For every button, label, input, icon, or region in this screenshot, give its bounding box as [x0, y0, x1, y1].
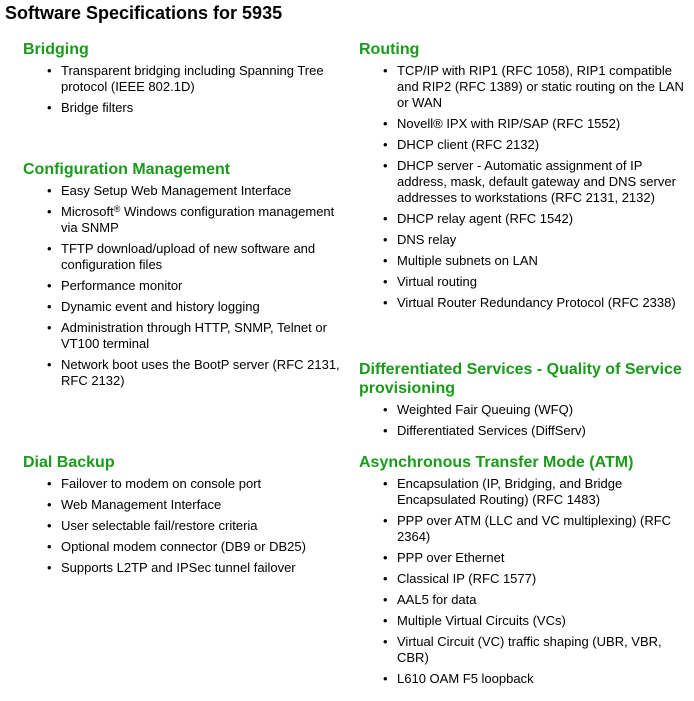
bullet-icon: • — [383, 634, 388, 649]
list-item: • Bridge filters — [47, 100, 134, 115]
bullet-icon: • — [47, 278, 52, 293]
bullet-icon: • — [383, 274, 388, 289]
list-item: • Performance monitor — [47, 278, 183, 293]
bullet-icon: • — [47, 357, 52, 372]
list-item: • TFTP download/upload of new software and configuration files — [47, 241, 316, 272]
bullet-icon: • — [47, 539, 52, 554]
bullet-icon: • — [47, 183, 52, 198]
bullet-icon: • — [383, 63, 388, 78]
bullet-icon: • — [383, 137, 388, 152]
bullet-icon: • — [383, 476, 388, 491]
bullet-icon: • — [47, 497, 52, 512]
routing-list — [359, 63, 689, 311]
list-item: • Novell® IPX with RIP/SAP (RFC 1552) — [383, 116, 621, 131]
bullet-icon: • — [47, 518, 52, 533]
configuration-heading: Configuration Management — [23, 161, 231, 178]
bullet-icon: • — [47, 320, 52, 335]
diffserv-list — [359, 402, 689, 439]
routing-section — [359, 40, 689, 311]
list-item: • DHCP client (RFC 2132) — [383, 137, 540, 152]
list-item: • Microsoft® Windows configuration management via SNMP — [47, 204, 335, 235]
list-item: • DHCP server - Automatic assignment of IP address, mask, default gateway and DNS server addresses to workstations (RFC 2131, 2132) — [383, 158, 676, 205]
list-item: • Dynamic event and history logging — [47, 299, 260, 314]
bullet-icon: • — [383, 116, 388, 131]
bullet-icon: • — [383, 253, 388, 268]
list-item: • L610 OAM F5 loopback — [383, 671, 534, 686]
list-item: • PPP over Ethernet — [383, 550, 505, 565]
atm-list — [359, 476, 689, 687]
list-item: • DHCP relay agent (RFC 1542) — [383, 211, 574, 226]
list-item: • Classical IP (RFC 1577) — [383, 571, 537, 586]
atm-heading: Asynchronous Transfer Mode (ATM) — [359, 454, 634, 471]
bullet-icon: • — [383, 232, 388, 247]
list-item: • Virtual routing — [383, 274, 477, 289]
list-item: • Virtual Circuit (VC) traffic shaping (UBR, VBR, CBR) — [383, 634, 662, 665]
list-item: • TCP/IP with RIP1 (RFC 1058), RIP1 compatible and RIP2 (RFC 1389) or static routing on the LAN or WAN — [383, 63, 684, 110]
bullet-icon: • — [383, 571, 388, 586]
bullet-icon: • — [47, 560, 52, 575]
bullet-icon: • — [47, 241, 52, 256]
bridging-section — [23, 40, 353, 116]
dial-backup-heading: Dial Backup — [23, 454, 115, 471]
registered-mark: ® — [113, 204, 121, 214]
configuration-section — [23, 160, 353, 389]
list-item: • AAL5 for data — [383, 592, 477, 607]
list-item: • User selectable fail/restore criteria — [47, 518, 258, 533]
list-item: • DNS relay — [383, 232, 457, 247]
bullet-icon: • — [383, 550, 388, 565]
dial-backup-section — [23, 453, 353, 576]
routing-heading: Routing — [359, 41, 420, 58]
bullet-icon: • — [383, 671, 388, 686]
bullet-icon: • — [383, 423, 388, 438]
list-item: • Optional modem connector (DB9 or DB25) — [47, 539, 306, 554]
bullet-icon: • — [383, 613, 388, 628]
atm-section — [359, 453, 689, 687]
bullet-icon: • — [383, 513, 388, 528]
diffserv-heading: Differentiated Services - Quality of Service provisioning — [359, 361, 682, 397]
list-item: • Differentiated Services (DiffServ) — [383, 423, 586, 438]
list-item: • Easy Setup Web Management Interface — [47, 183, 292, 198]
list-item: • Supports L2TP and IPSec tunnel failover — [47, 560, 296, 575]
bullet-icon: • — [47, 100, 52, 115]
page-title: Software Specifications for 5935 — [5, 3, 283, 23]
bridging-heading: Bridging — [23, 41, 89, 58]
bullet-icon: • — [383, 592, 388, 607]
list-item: • Weighted Fair Queuing (WFQ) — [383, 402, 574, 417]
bullet-icon: • — [47, 63, 52, 78]
bullet-icon: • — [383, 295, 388, 310]
list-item: • Administration through HTTP, SNMP, Telnet or VT100 terminal — [47, 320, 327, 351]
bridging-list — [23, 63, 353, 116]
configuration-list — [23, 183, 353, 389]
bullet-icon: • — [47, 299, 52, 314]
list-item: • Transparent bridging including Spanning Tree protocol (IEEE 802.1D) — [47, 63, 324, 94]
list-item: • PPP over ATM (LLC and VC multiplexing) (RFC 2364) — [383, 513, 672, 544]
list-item: • Failover to modem on console port — [47, 476, 262, 491]
list-item: • Web Management Interface — [47, 497, 222, 512]
dial-backup-list — [23, 476, 353, 576]
list-item: • Multiple subnets on LAN — [383, 253, 538, 268]
diffserv-section — [359, 360, 689, 439]
list-item: • Encapsulation (IP, Bridging, and Bridge Encapsulated Routing) (RFC 1483) — [383, 476, 623, 507]
bullet-icon: • — [47, 476, 52, 491]
list-item: • Multiple Virtual Circuits (VCs) — [383, 613, 566, 628]
bullet-icon: • — [383, 158, 388, 173]
list-item: • Network boot uses the BootP server (RFC 2131, RFC 2132) — [47, 357, 340, 388]
bullet-icon: • — [383, 402, 388, 417]
list-item: • Virtual Router Redundancy Protocol (RFC 2338) — [383, 295, 676, 310]
bullet-icon: • — [383, 211, 388, 226]
bullet-icon: • — [47, 204, 52, 219]
